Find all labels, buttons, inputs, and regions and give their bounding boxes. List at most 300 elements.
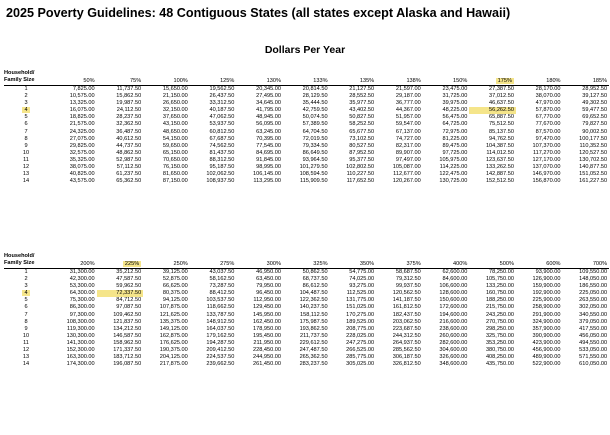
- value-cell: 46,637.50: [489, 100, 514, 107]
- value-cell: 32,575.00: [69, 149, 95, 156]
- family-size-cell: 7: [24, 128, 28, 135]
- value-cell: 80,375.00: [162, 290, 188, 297]
- value-cell: 56,095.00: [256, 121, 281, 128]
- value-cell: 118,662.50: [206, 304, 235, 311]
- family-size-cell: 3: [24, 283, 28, 290]
- value-cell: 264,937.50: [392, 339, 421, 346]
- family-size-cell: 8: [24, 318, 28, 325]
- value-cell: 150,600.00: [439, 297, 468, 304]
- column-header: [469, 253, 516, 269]
- table-row: [4, 157, 609, 164]
- family-size-cell: 10: [22, 149, 30, 156]
- value-cell: 140,877.50: [579, 164, 608, 171]
- value-cell: 48,225.00: [442, 107, 468, 114]
- value-cell: 151,052.50: [579, 171, 608, 178]
- value-cell: 193,862.50: [299, 325, 328, 332]
- value-cell: 21,597.00: [395, 86, 421, 92]
- value-cell: 19,987.50: [116, 100, 142, 107]
- value-cell: 247,275.00: [346, 339, 375, 346]
- value-cell: 91,845.00: [256, 156, 281, 163]
- value-cell: 161,227.50: [579, 178, 608, 185]
- value-cell: 53,937.50: [209, 121, 235, 128]
- column-header-label: 225%: [124, 260, 140, 267]
- column-header: [563, 70, 610, 86]
- value-cell: 217,875.00: [159, 361, 188, 368]
- value-cell: 162,875.00: [159, 332, 188, 339]
- family-size-cell: 12: [22, 164, 30, 171]
- column-header-label: 133%: [313, 77, 328, 84]
- value-cell: 247,487.50: [299, 347, 328, 354]
- value-cell: 79,950.00: [256, 283, 281, 290]
- value-cell: 50,827.50: [349, 114, 375, 121]
- value-cell: 97,497.00: [395, 156, 421, 163]
- value-cell: 188,250.00: [485, 297, 514, 304]
- value-cell: 194,287.50: [206, 339, 235, 346]
- value-cell: 37,012.50: [489, 93, 514, 100]
- column-header: [563, 253, 610, 269]
- value-cell: 130,300.00: [66, 332, 95, 339]
- table-row: [4, 129, 609, 136]
- family-size-cell: 5: [24, 114, 28, 121]
- value-cell: 64,300.00: [69, 290, 95, 297]
- value-cell: 72,975.00: [442, 128, 468, 135]
- value-cell: 357,900.00: [532, 325, 561, 332]
- value-cell: 39,127.50: [582, 93, 608, 100]
- value-cell: 263,550.00: [579, 297, 608, 304]
- value-cell: 340,550.00: [579, 311, 608, 318]
- value-cell: 15,862.50: [116, 93, 142, 100]
- family-size-cell: 11: [23, 156, 29, 163]
- table-row: [4, 114, 609, 121]
- value-cell: 73,287.50: [209, 283, 235, 290]
- value-cell: 97,087.50: [116, 304, 142, 311]
- value-cell: 79,334.50: [302, 142, 328, 149]
- value-cell: 298,250.00: [485, 325, 514, 332]
- value-cell: 211,737.50: [299, 332, 328, 339]
- household-size-header: [4, 70, 50, 86]
- value-cell: 152,300.00: [66, 347, 95, 354]
- value-cell: 160,750.00: [485, 290, 514, 297]
- value-cell: 43,037.50: [209, 269, 235, 275]
- value-cell: 106,145.00: [252, 171, 281, 178]
- column-header: [236, 70, 283, 86]
- value-cell: 522,900.00: [532, 361, 561, 368]
- column-header: [376, 253, 423, 269]
- table-row: [4, 178, 609, 185]
- value-cell: 141,187.50: [392, 297, 421, 304]
- value-cell: 48,650.00: [162, 128, 188, 135]
- value-cell: 266,525.00: [346, 347, 375, 354]
- value-cell: 88,312.50: [209, 156, 235, 163]
- value-cell: 35,444.50: [302, 100, 328, 107]
- value-cell: 28,237.50: [116, 114, 142, 121]
- value-cell: 159,900.00: [532, 283, 561, 290]
- value-cell: 258,900.00: [532, 304, 561, 311]
- value-cell: 35,325.00: [69, 156, 95, 163]
- table-row: [4, 93, 609, 100]
- value-cell: 571,550.00: [579, 354, 608, 361]
- column-header-label: 400%: [453, 260, 468, 267]
- value-cell: 13,325.00: [69, 100, 95, 107]
- value-cell: 26,650.00: [162, 100, 188, 107]
- value-cell: 203,062.50: [392, 318, 421, 325]
- household-size-header: [4, 253, 50, 269]
- value-cell: 174,300.00: [66, 361, 95, 368]
- value-cell: 81,437.50: [209, 149, 235, 156]
- column-header-label: 275%: [220, 260, 235, 267]
- value-cell: 164,037.50: [206, 325, 235, 332]
- column-header: [283, 253, 330, 269]
- value-cell: 67,137.00: [395, 128, 421, 135]
- value-cell: 209,412.50: [206, 347, 235, 354]
- value-cell: 76,150.00: [162, 164, 188, 171]
- value-cell: 192,900.00: [532, 290, 561, 297]
- value-cell: 265,362.50: [299, 354, 328, 361]
- value-cell: 131,775.00: [346, 297, 375, 304]
- value-cell: 80,527.50: [349, 142, 375, 149]
- value-cell: 57,389.50: [302, 121, 328, 128]
- value-cell: 130,725.00: [439, 178, 468, 185]
- table-row: [4, 361, 609, 368]
- value-cell: 59,477.50: [582, 107, 608, 114]
- value-cell: 171,337.50: [113, 347, 142, 354]
- value-cell: 58,687.50: [395, 269, 421, 275]
- column-header: [516, 70, 563, 86]
- column-header: [423, 253, 470, 269]
- value-cell: 282,600.00: [439, 339, 468, 346]
- value-cell: 108,937.50: [206, 178, 235, 185]
- value-cell: 86,612.50: [302, 283, 328, 290]
- value-cell: 380,750.00: [485, 347, 514, 354]
- value-cell: 41,795.00: [256, 107, 281, 114]
- value-cell: 24,325.00: [69, 128, 95, 135]
- value-cell: 223,687.50: [392, 325, 421, 332]
- value-cell: 133,262.50: [485, 164, 514, 171]
- value-cell: 133,250.00: [485, 283, 514, 290]
- value-cell: 119,300.00: [67, 325, 95, 332]
- value-cell: 112,525.00: [346, 290, 375, 297]
- value-cell: 107,370.00: [532, 142, 561, 149]
- value-cell: 145,950.00: [252, 311, 281, 318]
- value-cell: 57,870.00: [535, 107, 561, 114]
- value-cell: 146,970.00: [532, 171, 561, 178]
- value-cell: 158,112.50: [299, 311, 328, 318]
- value-cell: 11,737.50: [116, 86, 142, 92]
- value-cell: 151,025.00: [346, 304, 375, 311]
- column-header: [283, 70, 330, 86]
- family-size-cell: 7: [24, 311, 28, 318]
- value-cell: 306,187.50: [392, 354, 421, 361]
- value-cell: 106,600.00: [439, 283, 468, 290]
- value-cell: 36,487.50: [116, 128, 142, 135]
- value-cell: 94,125.00: [162, 297, 188, 304]
- column-header-label: 300%: [266, 260, 281, 267]
- value-cell: 176,625.00: [159, 339, 188, 346]
- value-cell: 19,562.50: [209, 86, 235, 92]
- value-cell: 77,545.00: [256, 142, 281, 149]
- value-cell: 82,317.00: [395, 142, 421, 149]
- value-cell: 84,695.00: [256, 149, 281, 156]
- family-size-cell: 14: [22, 361, 30, 368]
- value-cell: 43,150.00: [162, 121, 188, 128]
- value-cell: 43,402.50: [349, 107, 375, 114]
- value-cell: 66,625.00: [162, 283, 188, 290]
- value-cell: 26,437.50: [209, 93, 235, 100]
- table-row: [4, 143, 609, 150]
- value-cell: 38,070.00: [535, 93, 561, 100]
- value-cell: 40,612.50: [116, 135, 142, 142]
- value-cell: 84,712.50: [116, 297, 142, 304]
- column-header-label: 250%: [173, 260, 188, 267]
- value-cell: 128,600.00: [439, 290, 468, 297]
- value-cell: 129,450.00: [252, 304, 281, 311]
- value-cell: 31,300.00: [69, 269, 95, 275]
- value-cell: 148,050.00: [579, 276, 608, 283]
- value-cell: 105,087.00: [392, 164, 421, 171]
- value-cell: 47,970.00: [535, 100, 561, 107]
- value-cell: 7,825.00: [72, 86, 95, 92]
- value-cell: 65,150.00: [162, 149, 188, 156]
- column-header-label: 600%: [546, 260, 561, 267]
- value-cell: 304,600.00: [439, 347, 468, 354]
- table-row: [4, 283, 609, 290]
- value-cell: 48,862.50: [116, 149, 142, 156]
- value-cell: 93,900.00: [535, 269, 561, 275]
- value-cell: 42,759.50: [302, 107, 328, 114]
- value-cell: 146,587.50: [113, 332, 142, 339]
- value-cell: 104,487.50: [299, 290, 328, 297]
- value-cell: 494,550.00: [579, 339, 608, 346]
- value-cell: 70,395.00: [256, 135, 281, 142]
- value-cell: 64,725.00: [442, 121, 468, 128]
- column-header: [330, 70, 377, 86]
- value-cell: 75,512.50: [489, 121, 514, 128]
- value-cell: 59,650.00: [162, 142, 188, 149]
- value-cell: 324,900.00: [532, 318, 561, 325]
- value-cell: 122,475.00: [439, 171, 468, 178]
- value-cell: 39,975.00: [442, 100, 468, 107]
- value-cell: 127,170.00: [532, 156, 561, 163]
- value-cell: 61,237.50: [116, 171, 142, 178]
- value-cell: 172,600.00: [439, 304, 468, 311]
- value-cell: 229,612.50: [299, 339, 328, 346]
- value-cell: 94,762.50: [489, 135, 514, 142]
- value-cell: 489,900.00: [532, 354, 561, 361]
- value-cell: 53,300.00: [69, 283, 95, 290]
- value-cell: 81,225.00: [442, 135, 468, 142]
- column-header-label: 200%: [80, 260, 95, 267]
- value-cell: 353,250.00: [485, 339, 514, 346]
- value-cell: 48,945.00: [256, 114, 281, 121]
- page-title: 2025 Poverty Guidelines: 48 Contiguous States (all states except Alaska and Hawaii): [6, 6, 511, 20]
- value-cell: 29,187.00: [395, 93, 421, 100]
- value-cell: 285,775.00: [346, 354, 375, 361]
- value-cell: 20,345.00: [256, 86, 281, 92]
- value-cell: 189,525.00: [346, 318, 375, 325]
- value-cell: 379,050.00: [579, 318, 608, 325]
- table-row: [4, 333, 609, 340]
- value-cell: 114,012.50: [486, 149, 514, 156]
- table-row: [4, 150, 609, 157]
- value-cell: 456,050.00: [579, 332, 608, 339]
- value-cell: 113,295.00: [253, 178, 281, 185]
- value-cell: 56,262.50: [469, 107, 516, 114]
- value-cell: 72,337.50: [97, 290, 144, 297]
- value-cell: 67,770.00: [535, 114, 561, 121]
- value-cell: 46,950.00: [256, 269, 281, 275]
- value-cell: 57,112.50: [116, 164, 142, 171]
- column-header: [50, 70, 97, 86]
- family-size-cell: 14: [22, 178, 30, 185]
- value-cell: 73,102.50: [349, 135, 375, 142]
- value-cell: 58,162.50: [209, 276, 235, 283]
- value-cell: 390,900.00: [532, 332, 561, 339]
- value-cell: 179,162.50: [206, 332, 235, 339]
- value-cell: 228,025.00: [346, 332, 375, 339]
- value-cell: 261,450.00: [252, 361, 281, 368]
- value-cell: 134,212.50: [113, 325, 142, 332]
- value-cell: 28,952.50: [582, 86, 608, 92]
- table-row: [4, 304, 609, 311]
- poverty-table-2: [4, 253, 609, 368]
- page-subtitle: Dollars Per Year: [264, 44, 346, 56]
- table-row: [4, 319, 609, 326]
- table-row: [4, 164, 609, 171]
- table-row: [4, 276, 609, 283]
- value-cell: 137,070.00: [532, 164, 561, 171]
- table-row: [4, 290, 609, 297]
- table-row: [4, 121, 609, 128]
- value-cell: 44,367.00: [395, 107, 421, 114]
- value-cell: 533,050.00: [579, 347, 608, 354]
- value-cell: 305,025.00: [346, 361, 375, 368]
- value-cell: 435,750.00: [485, 361, 514, 368]
- value-cell: 158,962.50: [113, 339, 142, 346]
- value-cell: 105,975.00: [439, 156, 468, 163]
- value-cell: 121,837.50: [113, 318, 142, 325]
- table-row: [4, 86, 609, 94]
- value-cell: 182,437.50: [392, 311, 421, 318]
- column-header-label: 700%: [592, 260, 608, 267]
- value-cell: 216,600.00: [439, 318, 468, 325]
- value-cell: 140,237.50: [299, 304, 328, 311]
- value-cell: 28,170.00: [535, 86, 561, 92]
- value-cell: 89,907.00: [395, 149, 421, 156]
- value-cell: 108,300.00: [66, 318, 95, 325]
- value-cell: 109,462.50: [113, 311, 142, 318]
- value-cell: 610,050.00: [579, 361, 608, 368]
- value-cell: 59,547.00: [395, 121, 421, 128]
- value-cell: 186,550.00: [579, 283, 608, 290]
- family-size-label: Family Size: [4, 77, 35, 83]
- value-cell: 133,787.50: [206, 311, 235, 318]
- value-cell: 37,650.00: [162, 114, 188, 121]
- value-cell: 15,650.00: [162, 86, 188, 92]
- value-cell: 102,802.50: [346, 164, 375, 171]
- value-cell: 135,375.00: [159, 318, 188, 325]
- value-cell: 78,250.00: [489, 269, 514, 275]
- value-cell: 194,600.00: [439, 311, 468, 318]
- household-label: Household/: [4, 70, 35, 76]
- value-cell: 244,312.50: [392, 332, 421, 339]
- family-size-label: Family Size: [4, 260, 35, 266]
- household-label: Household/: [4, 253, 35, 259]
- value-cell: 115,909.50: [299, 178, 328, 185]
- family-size-cell: 1: [24, 86, 28, 92]
- value-cell: 215,750.00: [485, 304, 514, 311]
- value-cell: 97,725.00: [442, 149, 468, 156]
- value-cell: 417,550.00: [579, 325, 608, 332]
- value-cell: 86,300.00: [69, 304, 95, 311]
- value-cell: 62,600.00: [442, 269, 468, 275]
- table-row: [4, 297, 609, 304]
- value-cell: 52,987.50: [116, 156, 142, 163]
- table-row: [4, 269, 609, 277]
- value-cell: 120,267.00: [392, 178, 421, 185]
- value-cell: 225,900.00: [532, 297, 561, 304]
- value-cell: 79,312.50: [395, 276, 421, 283]
- table-row: [4, 326, 609, 333]
- value-cell: 149,125.00: [159, 325, 188, 332]
- value-cell: 63,245.00: [256, 128, 281, 135]
- column-header: [236, 253, 283, 269]
- value-cell: 81,650.00: [162, 171, 188, 178]
- value-cell: 64,704.50: [302, 128, 328, 135]
- value-cell: 224,537.50: [206, 354, 235, 361]
- value-cell: 195,450.00: [252, 332, 281, 339]
- value-cell: 109,550.00: [579, 269, 608, 275]
- value-cell: 225,050.00: [579, 290, 608, 297]
- value-cell: 114,225.00: [439, 164, 468, 171]
- value-cell: 31,725.00: [442, 93, 468, 100]
- value-cell: 27,387.50: [489, 86, 514, 92]
- value-cell: 23,475.00: [442, 86, 468, 92]
- table-row: [4, 354, 609, 361]
- column-header-label: 75%: [129, 77, 142, 84]
- value-cell: 110,352.50: [579, 142, 608, 149]
- value-cell: 47,587.50: [116, 276, 142, 283]
- value-cell: 43,575.00: [69, 178, 95, 185]
- value-cell: 49,302.50: [582, 100, 608, 107]
- value-cell: 68,737.50: [302, 276, 328, 283]
- value-cell: 93,275.00: [349, 283, 375, 290]
- family-size-cell: 4: [24, 290, 28, 297]
- value-cell: 183,712.50: [113, 354, 142, 361]
- value-cell: 74,727.00: [395, 135, 421, 142]
- table-row: [4, 107, 609, 114]
- column-header: [516, 253, 563, 269]
- value-cell: 142,887.50: [485, 171, 514, 178]
- column-header-label: 130%: [266, 77, 281, 84]
- value-cell: 283,237.50: [299, 361, 328, 368]
- value-cell: 32,150.00: [162, 107, 188, 114]
- value-cell: 21,575.00: [69, 121, 95, 128]
- table-row: [4, 347, 609, 354]
- value-cell: 123,637.50: [485, 156, 514, 163]
- value-cell: 117,270.00: [532, 149, 561, 156]
- value-cell: 27,495.00: [256, 93, 281, 100]
- value-cell: 302,050.00: [579, 304, 608, 311]
- value-cell: 162,450.00: [252, 318, 281, 325]
- value-cell: 10,575.00: [69, 93, 95, 100]
- family-size-cell: 2: [24, 93, 28, 100]
- value-cell: 260,600.00: [439, 332, 468, 339]
- value-cell: 77,670.00: [535, 121, 561, 128]
- family-size-cell: 1: [24, 269, 28, 275]
- family-size-cell: 4: [24, 107, 28, 114]
- value-cell: 148,912.50: [206, 318, 235, 325]
- value-cell: 408,250.00: [485, 354, 514, 361]
